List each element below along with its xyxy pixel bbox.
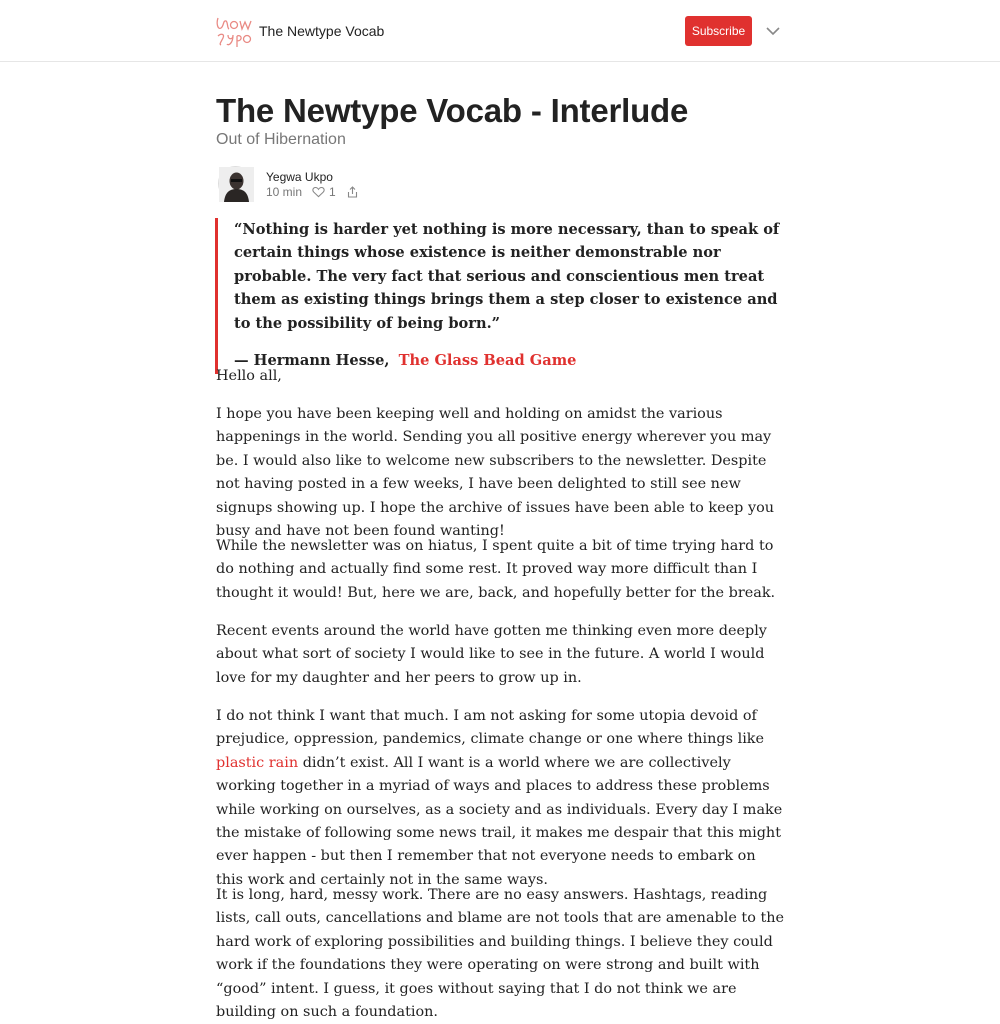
paragraph-hiatus: While the newsletter was on hiatus, I spent quite a bit of time trying hard to do nothing and actually find some rest. It proved way more difficult than I thought it would! But, here we are, back, and hopefully better for the break.: [216, 538, 776, 601]
author-avatar[interactable]: [218, 166, 253, 201]
paragraph-greeting: Hello all,: [216, 368, 282, 384]
epigraph-quote: [215, 218, 785, 374]
paragraph-world-start: I do not think I want that much. I am not asking for some utopia devoid of prejudice, oppression, pandemics, climate change or one where things like: [216, 708, 765, 748]
paragraph-world-end: didn’t exist. All I want is a world where we are collectively working together in a myriad of ways and places to address these problems while working on ourselves, as a society and as individuals. Every day I make the mistake of following some news trail, it makes me despair that this might ever happen - but then I remember that not everyone needs to embark on this work and certainly not in the same ways.: [216, 754, 783, 888]
paragraph-world: [216, 705, 786, 892]
newtype-logo-icon[interactable]: [215, 14, 253, 48]
chevron-down-icon[interactable]: [764, 24, 782, 38]
read-time: 10 min: [266, 185, 303, 199]
quote-author: — Hermann Hesse,: [234, 352, 390, 370]
post-subtitle: Out of Hibernation: [216, 131, 346, 148]
post-title: The Newtype Vocab - Interlude: [216, 92, 689, 129]
quote-text: “Nothing is harder yet nothing is more necessary, than to speak of certain things whose existence is neither demonstrable nor probable. The very fact that serious and conscientious men treat them as existing things brings them a step closer to existence and to the possibility of being born.”: [234, 221, 780, 332]
paragraph-events: Recent events around the world have gotten me thinking even more deeply about what sort of society I would like to see in the future. A world I would love for my daughter and her peers to grow up in.: [216, 623, 767, 686]
paragraph-intro: I hope you have been keeping well and holding on amidst the various happenings in the world. Sending you all positive energy wherever you may be. I would also like to welcome new subscribers to the newsletter. Despite not having posted in a few weeks, I have been delighted to still see new signups showing up. I hope the archive of issues have been able to keep you busy and have not been found wanting!: [216, 406, 775, 540]
avatar-photo-icon: [219, 167, 254, 202]
book-link[interactable]: The Glass Bead Game: [398, 352, 577, 370]
subscribe-button[interactable]: Subscribe: [685, 16, 752, 46]
heart-icon[interactable]: [312, 186, 325, 198]
post-meta: [266, 185, 358, 199]
author-name[interactable]: Yegwa Ukpo: [266, 170, 333, 184]
plastic-rain-link[interactable]: plastic rain: [216, 754, 299, 771]
paragraph-work: It is long, hard, messy work. There are no easy answers. Hashtags, reading lists, call outs, cancellations and blame are not tools that are amenable to the hard work of exploring possibilities and building things. I believe they could work if the foundations they were operating on were strong and built with “good” intent. I guess, it goes without saying that I do not think we are building on such a foundation.: [216, 887, 785, 1021]
like-count: 1: [329, 185, 336, 199]
top-bar: [0, 0, 1000, 62]
publication-name[interactable]: The Newtype Vocab: [259, 23, 385, 39]
share-icon[interactable]: [347, 186, 358, 198]
